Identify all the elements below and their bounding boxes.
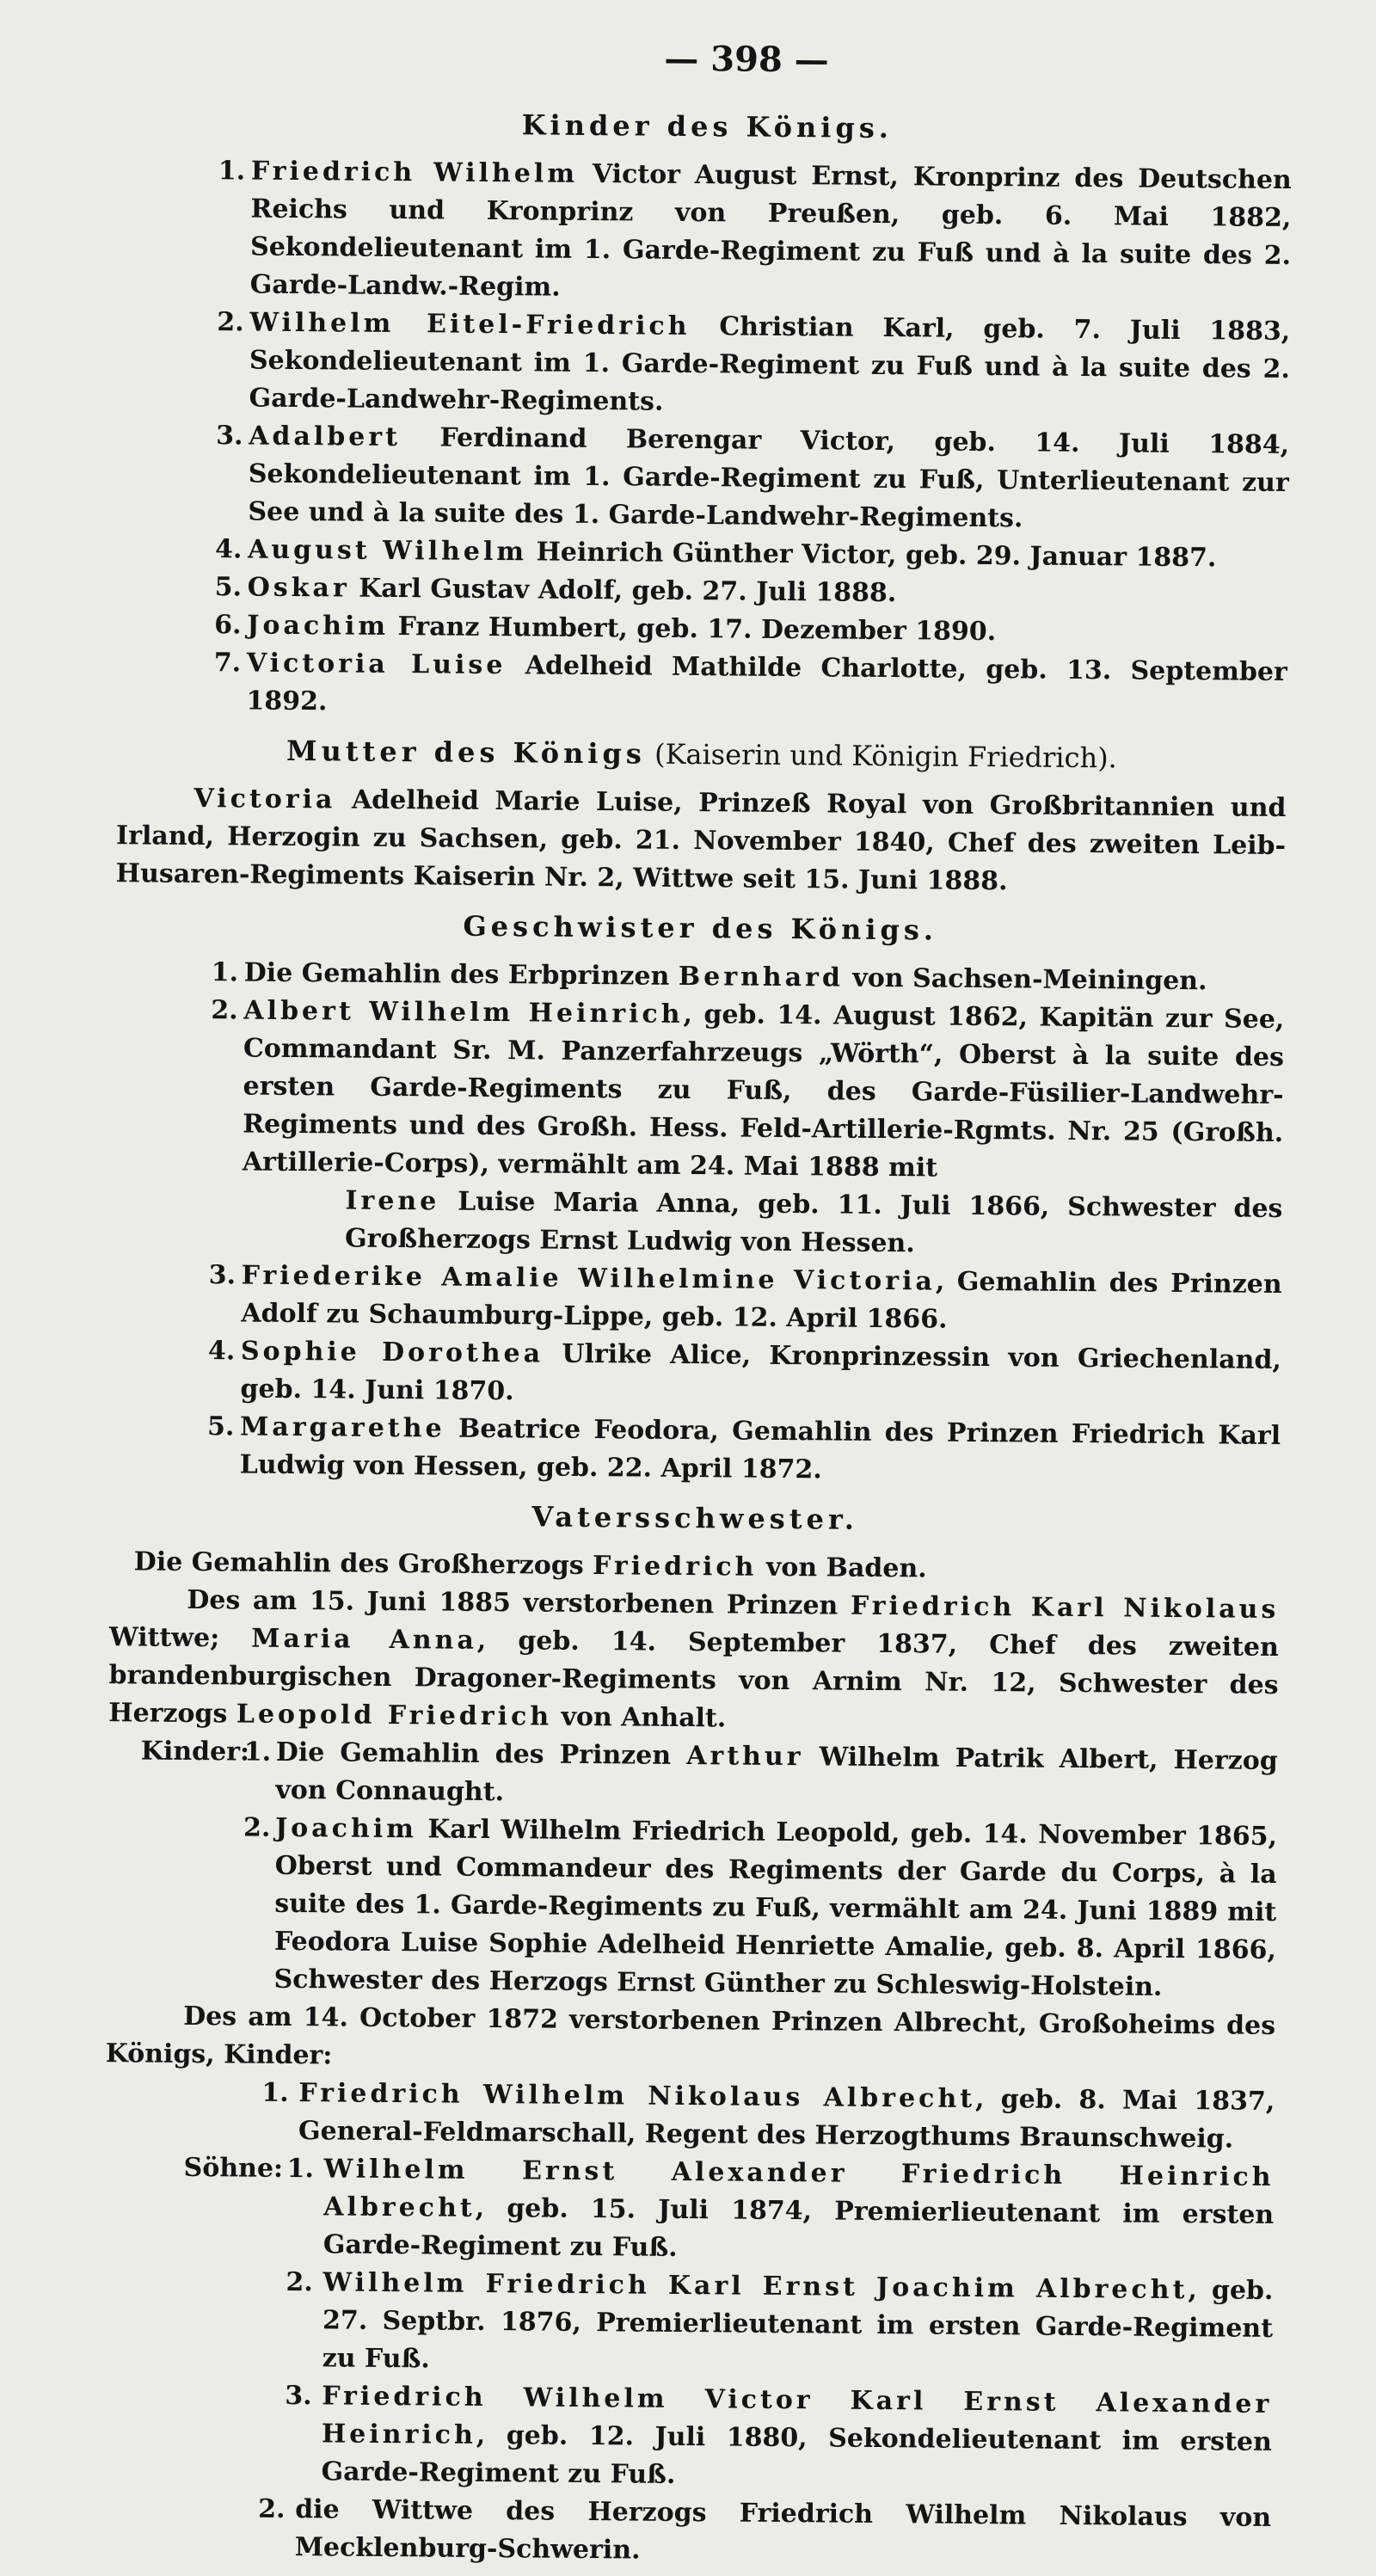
- albrecht-children-list: [105, 2073, 1275, 2159]
- list-number: 1.: [243, 1737, 272, 1768]
- list-text: Adelheid Mathilde Charlotte, geb. 13. September 1892.: [246, 650, 1287, 717]
- list-number: 1.: [211, 957, 239, 988]
- soehne-block: [101, 2149, 1274, 2499]
- mutter-paragraph: [116, 779, 1287, 903]
- list-number: 1.: [218, 156, 246, 187]
- list-text: Heinrich Günther Victor, geb. 29. Januar 1887.: [526, 537, 1217, 574]
- vs-kinder-block: [106, 1732, 1278, 2007]
- vs-maria-name: Maria Anna: [251, 1623, 478, 1656]
- mutter-name: Victoria: [194, 783, 336, 815]
- irene-text: Luise Maria Anna, geb. 11. Juli 1866, Schwester des Großherzogs Ernst Ludwig von Hessen.: [344, 1186, 1283, 1259]
- vs-wittwe-end: von Anhalt.: [551, 1701, 727, 1734]
- mutter-heading: [117, 728, 1287, 781]
- list-number: 1.: [286, 2153, 315, 2185]
- list-text: Karl Wilhelm Friedrich Leopold, geb. 14. November 1865, Oberst und Commandeur des Regiments der Garde du Corps, à la suite des 1. Garde-Regiments zu Fuß, vermählt am 24. Juni 1889 mit Feodora Luise Sophie Adelheid Henriette Amalie, geb. 8. April 1866, Schwester des Herzogs Ernst Günther zu Schleswig-Holstein.: [273, 1814, 1278, 2002]
- list-text: , geb. 12. Juli 1880, Sekondelieutenant im ersten Garde-Regiment zu Fuß.: [321, 2419, 1273, 2490]
- list-number: 5.: [214, 572, 243, 603]
- list-text: Ferdinand Berengar Victor, geb. 14. Juli 1884, Sekondelieutenant im 1. Garde-Regiment zu Fuß, Unterlieutenant zur See und à la suite des 1. Garde-Landwehr-Regiments.: [248, 422, 1290, 534]
- vs-wittwe-paragraph: [108, 1581, 1279, 1743]
- list-text: Ulrike Alice, Kronprinzessin von Griechenland, geb. 14. Juni 1870.: [240, 1338, 1282, 1407]
- list-number: 3.: [208, 1260, 236, 1291]
- person-name: Friedrich Wilhelm: [250, 156, 579, 189]
- list-number: 2.: [211, 995, 238, 1026]
- kinder-heading: Kinder des Königs.: [521, 108, 894, 145]
- person-name: Wilhelm Ernst Alexander Friedrich Heinrich Albrecht: [323, 2154, 1275, 2223]
- list-item: [108, 1732, 1278, 1818]
- list-item: [119, 416, 1289, 540]
- list-number: 3.: [285, 2380, 312, 2412]
- mutter-heading-title: Mutter des Königs: [286, 734, 647, 771]
- vs-wittwe-post: , geb. 14. September 1837, Chef des zweiten brandenburgischen Dragoner-Regiments von Arnim Nr. 12, Schwester des Herzogs: [108, 1625, 1280, 1730]
- person-name: Friedrich Wilhelm Nikolaus Albrecht: [298, 2078, 976, 2114]
- list-item: [101, 2376, 1272, 2499]
- list-number: 5.: [206, 1411, 235, 1442]
- albrecht-children-list-2: [101, 2489, 1272, 2575]
- list-text-pre: Die Gemahlin des Erbprinzen: [243, 957, 679, 992]
- mutter-text: Adelheid Marie Luise, Prinzeß Royal von Großbritannien und Irland, Herzogin zu Sachsen, geb. 21. November 1840, Chef des zweiten Leib-Husaren-Regiments Kaiserin Nr. 2, Wittwe seit 15. Juni 1888.: [115, 784, 1287, 897]
- list-body: [108, 1732, 1278, 1818]
- vs-wittwe-mid: Wittwe;: [108, 1622, 252, 1654]
- list-number: 2.: [217, 307, 244, 338]
- list-text: , Gemahlin des Prinzen Adolf zu Schaumburg-Lippe, geb. 12. April 1866.: [241, 1266, 1282, 1335]
- list-number: 7.: [213, 648, 242, 679]
- list-text: Victor August Ernst, Kronprinz des Deutschen Reichs und Kronprinz von Preußen, geb. 6. Mai 1882, Sekondelieutenant im 1. Garde-Regiment zu Fuß und à la suite des 2. Garde-Landw.-Regim.: [249, 158, 1292, 303]
- geschwister-list: [111, 953, 1285, 1493]
- person-name: Wilhelm Eitel-Friedrich: [249, 307, 691, 341]
- list-body: [106, 1808, 1277, 2007]
- vs-wittwe-pre: Des am 15. Juni 1885 verstorbenen Prinzen: [187, 1584, 851, 1621]
- list-item: [111, 1407, 1281, 1493]
- vs-gemahlin-post: von Baden.: [757, 1552, 927, 1584]
- irene-name: Irene: [345, 1185, 440, 1217]
- vs-gemahlin-pre: Die Gemahlin des Großherzogs: [133, 1546, 593, 1582]
- list-number: 4.: [214, 534, 243, 565]
- list-text-pre: Die Gemahlin des Prinzen: [275, 1737, 687, 1772]
- person-name: Arthur: [686, 1741, 804, 1773]
- person-name: Margarethe: [239, 1411, 445, 1444]
- list-text: von Sachsen-Meiningen.: [843, 962, 1207, 997]
- person-name: Friederike Amalie Wilhelmine Victoria: [241, 1260, 937, 1297]
- list-label: Kinder:: [140, 1736, 250, 1768]
- person-name: Bernhard: [678, 961, 845, 993]
- list-item: [111, 1331, 1281, 1417]
- list-item: [105, 2073, 1275, 2159]
- kinder-list: [117, 151, 1292, 729]
- list-number: 2.: [243, 1812, 271, 1843]
- irene-line: [242, 1181, 1283, 1266]
- list-text: Beatrice Feodora, Gemahlin des Prinzen Friedrich Karl Ludwig von Hessen, geb. 22. April 1872.: [239, 1413, 1281, 1485]
- person-name: Oskar: [247, 572, 350, 604]
- list-item: [106, 1808, 1277, 2007]
- person-name: Victoria Luise: [246, 648, 507, 681]
- geschwister-heading: Geschwister des Königs.: [463, 909, 938, 947]
- list-item: [120, 303, 1290, 427]
- list-item: [104, 2149, 1275, 2272]
- list-text: Franz Humbert, geb. 17. Dezember 1890.: [388, 611, 997, 648]
- list-number: 2.: [258, 2493, 286, 2524]
- person-name: August Wilhelm: [247, 534, 528, 568]
- list-number: 3.: [216, 421, 243, 452]
- mutter-heading-note: (Kaiserin und Königin Friedrich).: [645, 737, 1117, 775]
- list-item: [117, 643, 1287, 729]
- list-item: [121, 151, 1292, 313]
- list-label: Söhne:: [183, 2152, 284, 2184]
- list-number: 1.: [261, 2077, 289, 2108]
- list-body: [103, 2262, 1274, 2386]
- list-text: Karl Gustav Adolf, geb. 27. Juli 1888.: [349, 573, 897, 609]
- vs-wittwe-name: Friedrich Karl Nikolaus: [850, 1590, 1280, 1626]
- page-number: — 398 —: [664, 38, 829, 81]
- person-name: Sophie Dorothea: [240, 1336, 544, 1369]
- list-text: , geb. 14. August 1862, Kapitän zur See, Commandant Sr. M. Panzerfahrzeugs „Wörth“, Oberst à la suite des ersten Garde-Regiments zu Fuß, des Garde-Füsilier-Landwehr-Regiments und des Großh. Hess. Feld-Artillerie-Rgmts. Nr. 25 (Großh. Artillerie-Corps), vermählt am 24. Mai 1888 mit: [242, 999, 1285, 1183]
- list-text: , geb. 8. Mai 1837, General-Feldmarschall, Regent des Herzogthums Braunschweig.: [298, 2083, 1275, 2155]
- list-text: , geb. 15. Juli 1874, Premierlieutenant im ersten Garde-Regiment zu Fuß.: [322, 2192, 1275, 2263]
- list-text: die Wittwe des Herzogs Friedrich Wilhelm Nikolaus von Mecklenburg-Schwerin.: [294, 2494, 1272, 2566]
- vatersschwester-heading: Vatersschwester.: [531, 1500, 859, 1536]
- list-text: Christian Karl, geb. 7. Juli 1883, Sekondelieutenant im 1. Garde-Regiment zu Fuß und à la suite des 2. Garde-Landwehr-Regiments.: [249, 310, 1291, 417]
- list-item: [101, 2489, 1272, 2575]
- vs-leopold-name: Leopold Friedrich: [236, 1699, 553, 1732]
- list-body: [101, 2376, 1272, 2499]
- vs-gemahlin-name: Friedrich: [592, 1551, 758, 1583]
- list-item: [112, 1256, 1282, 1342]
- list-item: [103, 2262, 1274, 2386]
- list-text: Wilhelm Patrik Albert, Herzog von Connaught.: [275, 1742, 1278, 1808]
- person-name: Albert Wilhelm Heinrich: [243, 995, 684, 1030]
- list-number: 6.: [214, 610, 242, 641]
- person-name: Friedrich Wilhelm Victor Karl Ernst Alexander Heinrich: [321, 2381, 1273, 2450]
- person-name: Adalbert: [249, 421, 402, 453]
- list-item: [113, 991, 1285, 1266]
- person-name: Wilhelm Friedrich Karl Ernst Joachim Albrecht: [322, 2267, 1189, 2306]
- person-name: Joachim: [274, 1812, 418, 1845]
- grossoheim-paragraph: Des am 14. October 1872 verstorbenen Prinzen Albrecht, Großoheims des Königs, Kinder:: [105, 2001, 1276, 2071]
- list-number: 4.: [207, 1336, 236, 1367]
- list-text: , geb. 27. Septbr. 1876, Premierlieutenant im ersten Garde-Regiment zu Fuß.: [322, 2275, 1274, 2375]
- person-name: Joachim: [247, 610, 390, 642]
- list-number: 2.: [286, 2266, 313, 2298]
